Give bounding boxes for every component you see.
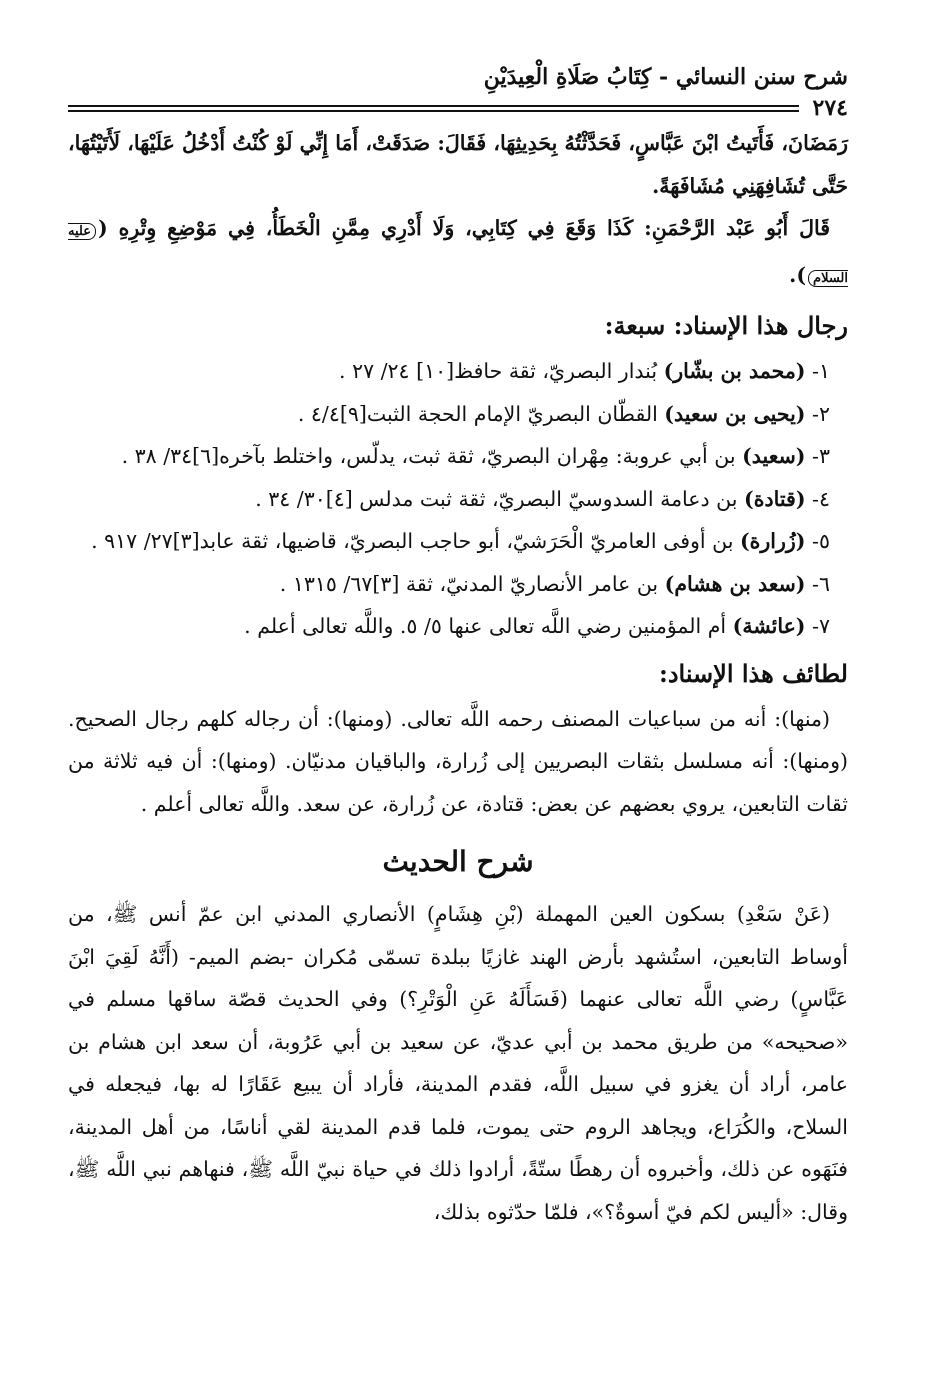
narrator-number: ٢- [812, 401, 830, 426]
sharh-heading: شرح الحديث [382, 845, 534, 878]
page-number: ٢٧٤ [812, 95, 848, 121]
narrator-details: بن أبي عروبة: مِهْران البصريّ، ثقة ثبت، يدلّس، واختلط بآخره[٦]٣٤/ ٣٨ . [121, 444, 743, 468]
lataif-paragraph: (منها): أنه من سباعيات المصنف رحمه اللَّه تعالى. (ومنها): أن رجاله كلهم رجال الصحيح. (ومنها): أنه مسلسل بثقات البصريين إلى زُرارة، والباقيان مدنيّان. (ومنها): أن فيه ثلاثة من ثقات التابعين، يروي بعضهم عن بعض: قتادة، عن زُرارة، عن سعد. واللَّه تعالى أعلم . [68, 706, 848, 816]
narrator-number: ٥- [812, 529, 830, 553]
narrator-item [68, 520, 848, 563]
hadith-continuation: رَمَضَانَ، فَأَتَيتُ ابْنَ عَبَّاسٍ، فَحَدَّثْتُهُ بِحَدِيثِهَا، فَقَالَ: صَدَقَتْ، أَمَا إِنِّي لَوْ كُنْتُ أَدْخُلُ عَلَيْهَا، لَأَتَيْتُهَا، حَتَّى تُشَافِهَنِي مُشَافَهَةً. [68, 131, 848, 198]
author-remark: قَالَ أَبُو عَبْد الرَّحْمَنِ: كَذَا وَقَعَ فِي كِتَابِي، وَلَا أَدْرِي مِمَّنِ الْخَطَأُ، فِي مَوْضِعِ وِتْرِهِ (عليه السلام). [68, 216, 848, 287]
narrator-name: (يحيى بن سعيد) [664, 401, 806, 426]
author-remark-text: قَالَ أَبُو عَبْد الرَّحْمَنِ: كَذَا وَقَعَ فِي كِتَابِي، وَلَا أَدْرِي مِمَّنِ الْخَطَأُ، فِي مَوْضِعِ وِتْرِهِ [118, 216, 831, 240]
narrator-details: أم المؤمنين رضي اللَّه تعالى عنها ٥/ ٥. واللَّه تعالى أعلم . [244, 614, 733, 638]
narrator-number: ٣- [812, 444, 830, 468]
narrator-details: بن دعامة السدوسيّ البصريّ، ثقة ثبت مدلس [٤]٣٠/ ٣٤ . [255, 486, 745, 511]
narrator-name: (سعيد) [742, 444, 806, 468]
narrator-name: (سعد بن هشام) [664, 571, 806, 596]
alayhi-salam-seal: عليه السلام [68, 224, 848, 286]
narrator-item [68, 393, 848, 436]
running-title: شرح سنن النسائي - كِتَابُ صَلَاةِ الْعِيدَيْنِ [483, 64, 848, 90]
narrator-item [68, 563, 848, 606]
author-remark-end: . [789, 262, 797, 287]
narrator-number: ٤- [812, 486, 830, 511]
narrator-name: (عائشة) [732, 614, 806, 638]
running-header [68, 52, 848, 90]
sharh-paragraph: (عَنْ سَعْدِ) بسكون العين المهملة (بْنِ هِشَامٍ) الأنصاري المدني ابن عمّ أنس ﷺ، من أوساط التابعين، استُشهد بأرض الهند غازيًا ببلدة تسمّى مُكران -بضم الميم- (أَنَّهُ لَقِيَ ابْنَ عَبَّاسٍ) رضي اللَّه تعالى عنهما (فَسَأَلَهُ عَنِ الْوَتْرِ؟) وفي الحديث قصّة ساقها مسلم في «صحيحه» من طريق محمد بن أبي عديّ، عن سعيد بن أبي عَرُوبة، أن سعد ابن هشام بن عامر، أراد أن يغزو في سبيل اللَّه، فقدم المدينة، فأراد أن يبيع عَقَارًا له بها، فيجعله في السلاح، والكُرَاع، ويجاهد الروم حتى يموت، فلما قدم المدينة لقي أناسًا، من أهل المدينة، فنَهَوه عن ذلك، وأخبروه أن رهطًا ستّةً، أرادوا ذلك في حياة نبيّ اللَّه ﷺ، فنهاهم نبي اللَّه ﷺ، وقال: «أليس لكم فيّ أسوةٌ؟»، فلمّا حدّثوه بذلك، [68, 902, 848, 1224]
lataif-heading: لطائف هذا الإسناد: [658, 658, 848, 688]
narrator-number: ٦- [812, 571, 830, 596]
narrator-number: ٧- [812, 614, 830, 638]
narrator-details: بن أوفى العامريّ الْحَرَشيّ، أبو حاجب البصريّ، قاضيها، ثقة عابد[٣]٢٧/ ٩١٧ . [91, 529, 740, 553]
header-rule-row [68, 94, 848, 122]
narrator-details: بُندار البصريّ، ثقة حافظ[١٠] ٢٤/ ٢٧ . [339, 359, 664, 383]
narrator-details: القطّان البصريّ الإمام الحجة الثبت[٩]٤/٤ . [297, 401, 665, 426]
book-page [68, 52, 848, 1233]
page-body [68, 122, 848, 1233]
narrator-details: بن عامر الأنصاريّ المدنيّ، ثقة [٣]٦٧/ ١٣١٥ . [279, 571, 665, 596]
narrator-item [68, 605, 848, 648]
narrator-name: (قتادة) [744, 486, 806, 511]
narrator-number: ١- [812, 359, 830, 383]
narrator-item [68, 478, 848, 521]
header-double-rule [68, 105, 799, 112]
narrator-name: (محمد بن بشّار) [663, 359, 806, 383]
narrator-item [68, 350, 848, 393]
isnad-heading: رجال هذا الإسناد: سبعة: [604, 311, 848, 340]
narrator-name: (زُرارة) [739, 529, 806, 553]
narrator-item [68, 435, 848, 478]
